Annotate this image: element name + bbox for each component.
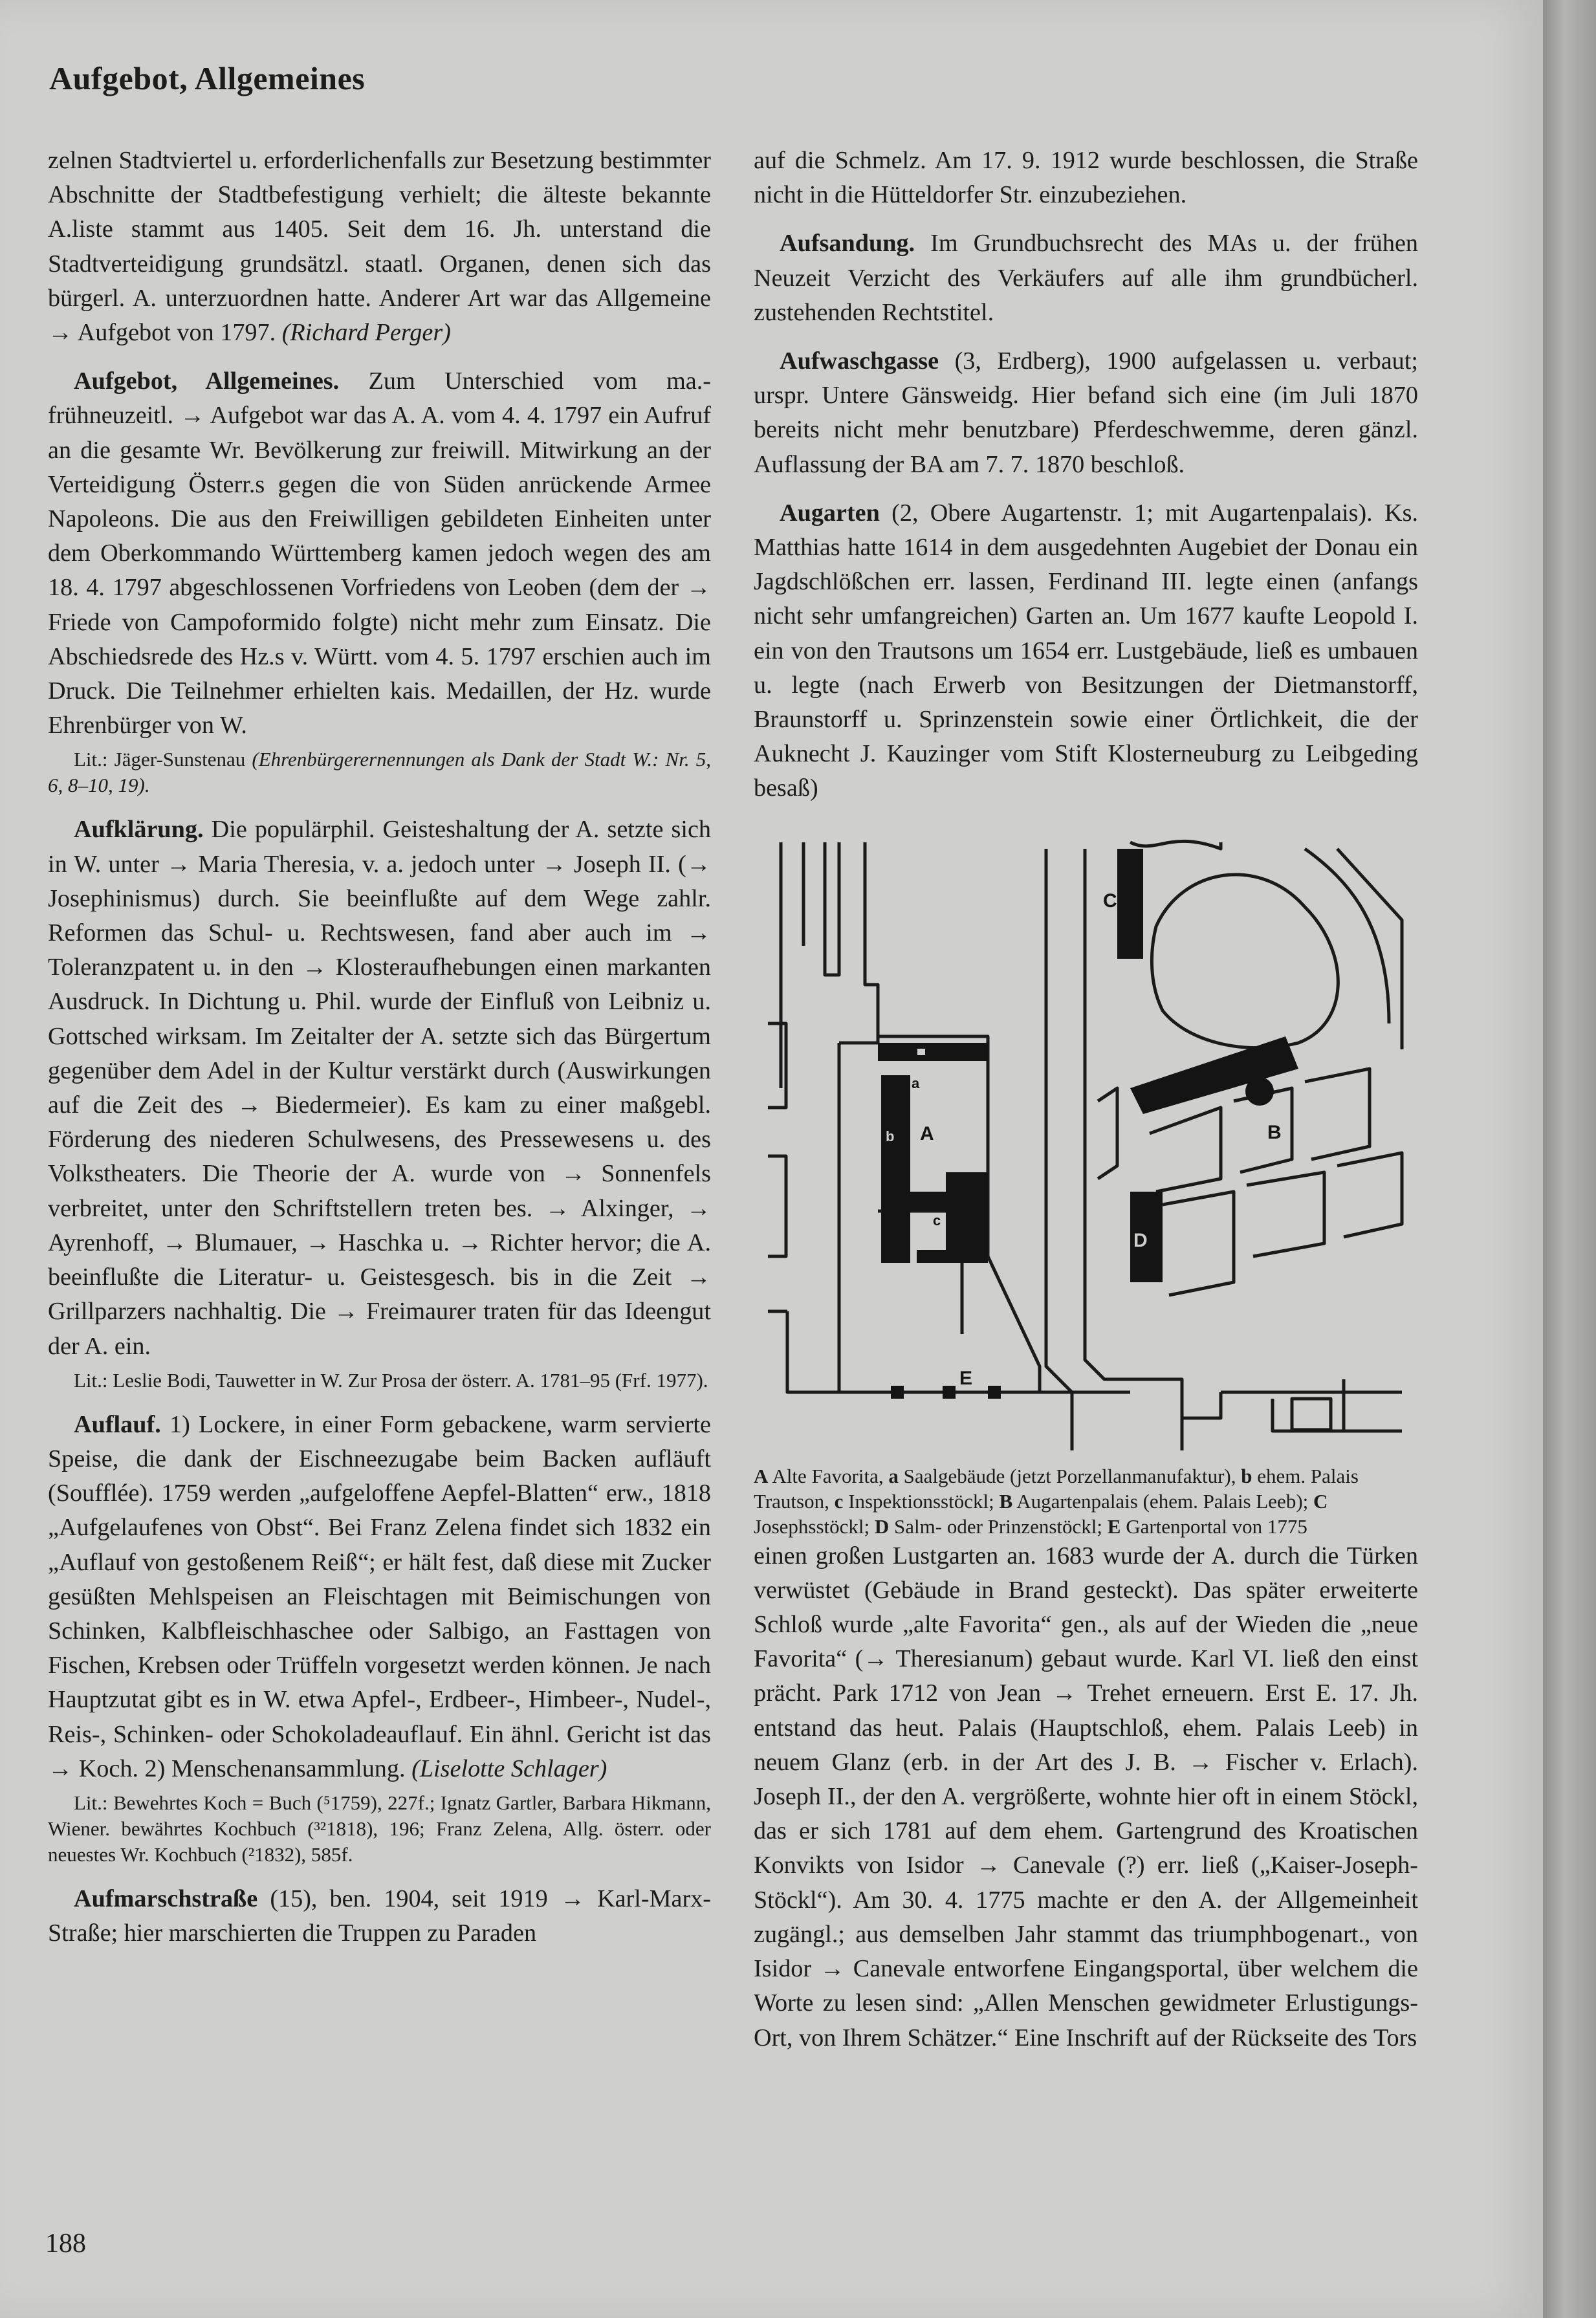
street-line (1182, 1392, 1221, 1450)
park-oval (1152, 875, 1338, 1048)
literature-note: Lit.: Leslie Bodi, Tauwetter in W. Zur Prosa der österr. A. 1781–95 (Frf. 1977). (74, 1368, 708, 1392)
gate-pillar (988, 1386, 1001, 1399)
headword: Aufsandung. (780, 230, 915, 257)
label-B: B (1267, 1121, 1282, 1143)
building-a-north-wing (878, 1043, 988, 1061)
entry-aufgebot-allgemeines: Aufgebot, Allgemeines. Zum Unterschied vom ma.-frühneuzeitl. → Aufgebot war das A. A. vom 4. 4. 1797 ein Aufruf an die gesamte Wr. Bevölkerung zur freiwill. Mitwirkung an der Verteidigung Österr.s gegen die von Süden anrückende Armee Napoleons. Die aus den Freiwilligen gebildeten Einheiten unter dem Oberkommando Württemberg kamen jedoch wegen des am 18. 4. 1797 abgeschlossenen Vorfriedens von Leoben (dem der → Friede von Campoformido folgte) nicht mehr zum Einsatz. Die Abschiedsrede des Hz.s v. Württ. vom 4. 5. 1797 erschien auch im Druck. Die Teilnehmer erhielten kais. Medaillen, der Hz. wurde Ehrenbürger von W. (48, 367, 712, 739)
continuation-paragraph: auf die Schmelz. Am 17. 9. 1912 wurde beschlossen, die Straße nicht in die Hütteldorfer Str. einzubeziehen. (754, 147, 1418, 209)
street-line (768, 1156, 786, 1256)
entry-aufwaschgasse: Aufwaschgasse (3, Erdberg), 1900 aufgelassen u. verbaut; urspr. Untere Gänsweidg. Hier befand sich eine (im Juli 1870 bereits nicht mehr benutzbare) Pferdeschwemme, deren gänzl. Auflassung der BA am 7. 7. 1870 beschloß. (754, 347, 1418, 478)
entry-augarten: Augarten (2, Obere Augartenstr. 1; mit Augartenpalais). Ks. Matthias hatte 1614 in dem ausgedehnten Augebiet der Donau ein Jagdschlößchen err. lassen, Ferdinand III. legte einen (anfangs nicht sehr umfangreichen) Garten an. Um 1677 kaufte Leopold I. ein von den Trautsons um 1654 err. Lustgebäude, ließ es umbauen u. legte (nach Erwerb von Besitzungen der Dietmanstorff, Braunstorff u. Sprinzenstein sowie einer Örtlichkeit, die der Auknecht J. Kauzinger vom Stift Klosterneuburg zu Leibgeding besaß) (754, 499, 1418, 802)
building-a-south (917, 1250, 968, 1263)
running-header: Aufgebot, Allgemeines (49, 60, 366, 96)
literature-note: Lit.: Jäger-Sunstenau (Ehrenbürgerernennungen als Dank der Stadt W.: Nr. 5, 6, 8–10, 19). (48, 748, 711, 797)
building-a-link (910, 1192, 949, 1211)
street-line (1046, 849, 1072, 1450)
continuation-paragraph: zelnen Stadtviertel u. erforderlichenfalls zur Besetzung bestimmter Abschnitte der Stadtbefestigung verhielt; die älteste bekannte A.liste stammt aus 1405. Seit dem 16. Jh. unterstand die Stadtverteidigung grundsätzl. staatl. Organen, denen sich das bürgerl. A. unterzuordnen hatte. Anderer Art war das Allgemeine → Aufgebot von 1797. (Richard Perger) (48, 147, 711, 347)
entry-auflauf: Auflauf. 1) Lockere, in einer Form gebackene, warm servierte Speise, die dank der Eischneezugabe beim Backen aufläuft (Soufflée). 1759 werden „aufgeloffene Aepfel-Blatten“ erw., 1818 „Aufgelaufenes von Obst“. Bei Franz Zelena findet sich 1832 ein „Auflauf von gestoßenem Reiß“; er hält fest, daß diese mit Zucker gesüßten Mehlspeisen an Fleischtagen mit Beimischungen von Schinken, Kalbfleischhaschee oder Salbigo, an Fasttagen von Fischen, Krebsen oder Trüffeln vorgesetzt werden können. Je nach Hauptzutat gibt es in W. etwa Apfel-, Erdbeer-, Himbeer-, Nudel-, Reis-, Schinken- oder Schokoladeauflauf. Ein ähnl. Gericht ist das → Koch. 2) Menschenansammlung. (Liselotte Schlager) (48, 1410, 711, 1782)
block-outline (1247, 1172, 1324, 1256)
building-c (1117, 849, 1143, 959)
augarten-site-plan (768, 829, 1416, 1450)
headword: Auflauf. (74, 1410, 161, 1438)
block-outline (1163, 1192, 1234, 1295)
gate-pillar (891, 1386, 904, 1399)
label-c: c (933, 1212, 941, 1229)
block-outline (1150, 1108, 1221, 1192)
site-plan-drawing (768, 829, 1416, 1450)
author: (Richard Perger) (281, 319, 451, 347)
entry-aufklaerung: Aufklärung. Die populärphil. Geisteshaltung der A. setzte sich in W. unter → Maria Theresia, v. a. jedoch unter → Joseph II. (→ Josephinismus) durch. Sie beeinflußte auf dem Wege zahlr. Reformen das Schul- u. Rechtswesen, fand aber auch im → Toleranzpatent u. in den → Klosteraufhebungen einen markanten Ausdruck. In Dichtung u. Phil. wurde der Einfluß von Leibniz u. Gottsched wirksam. Im Zeitalter der A. setzte sich das Bürgertum gegenüber dem Adel in der Kultur verstärkt durch (Auswirkungen auf die Zeit des → Biedermeier). Es kam zu einer maßgebl. Förderung des niederen Schulwesens, des Pressewesens u. des Volkstheaters. Die Theorie der A. wurde von → Sonnenfels verbreitet, unter den Schriftstellern treten bes. → Alxinger, → Ayrenhoff, → Blumauer, → Haschka u. → Richter hervor; die A. beeinflußte die Literatur- u. Geistesgesch. bis in die Zeit → Grillparzers nachhaltig. Die → Freimaurer traten für das Ideengut der A. ein. (48, 816, 711, 1360)
author: (Liselotte Schlager) (411, 1755, 607, 1782)
park-path (1130, 841, 1221, 849)
street-line (865, 842, 878, 1043)
headword: Aufmarschstraße (74, 1885, 258, 1912)
block-outline (1305, 1069, 1370, 1159)
headword: Aufklärung. (74, 816, 204, 844)
label-a: a (912, 1075, 920, 1091)
building-b (881, 1075, 910, 1263)
label-A: A (920, 1122, 934, 1144)
street-line (825, 842, 839, 975)
headword: Augarten (780, 499, 880, 527)
building-a-east (946, 1172, 988, 1263)
building-marker (917, 1048, 926, 1056)
enclosure-wall (787, 1043, 839, 1392)
palace-rotunda (1245, 1077, 1274, 1106)
gate-building (1292, 1399, 1331, 1430)
block-outline (1337, 1153, 1402, 1237)
entry-aufsandung: Aufsandung. Im Grundbuchsrecht des MAs u. der frühen Neuzeit Verzicht des Verkäufers auf alle ihm grundbücherl. zustehenden Rechtstitel. (754, 230, 1419, 326)
left-column (48, 144, 711, 1951)
page-number: 188 (45, 2229, 86, 2258)
label-C: C (1103, 890, 1117, 912)
block-outline (1098, 1088, 1117, 1179)
building-b-palace (1130, 1036, 1298, 1114)
street-line (768, 1023, 786, 1108)
headword: Aufwaschgasse (780, 347, 939, 375)
right-column (754, 144, 1418, 2055)
page-edge (1543, 0, 1596, 2318)
park-path (1337, 849, 1402, 1049)
headword: Aufgebot, Allgemeines. (74, 367, 340, 395)
augarten-continuation: einen großen Lustgarten an. 1683 wurde der A. durch die Türken verwüstet (Gebäude in Brand gesteckt). Das später erweiterte Schloß wurde „alte Favorita“ gen., als auf der Wieden die „neue Favorita“ (→ Theresianum) gebaut wurde. Karl VI. ließ den einst prächt. Park 1712 von Jean → Trehet erneuern. Erst E. 17. Jh. entstand das heut. Palais (Hauptschloß, ehem. Palais Leeb) in neuem Glanz (erb. in der Art des J. B. → Fischer v. Erlach). Joseph II., der den A. vergrößerte, wohnte hier oft in einem Stöckl, das er sich 1781 auf dem ehem. Gartengrund des Kroatischen Konvikts von Isidor → Canevale (?) err. ließ („Kaiser-Joseph-Stöckl“). Am 30. 4. 1775 machte er den A. der Allgemeinheit zugängl.; aus demselben Jahr stammt das triumphbogenart., von Isidor → Canevale entworfene Eingangsportal, über welchem die Worte zu lesen sind: „Allen Menschen gewidmeter Erlustigungs-Ort, von Ihrem Schätzer.“ Eine Inschrift auf der Rückseite des Tors (754, 1542, 1418, 2051)
label-b: b (886, 1128, 895, 1144)
entry-aufmarschstrasse: Aufmarschstraße (15), ben. 1904, seit 1919 → Karl-Marx-Straße; hier marschierten die Truppen zu Paraden (48, 1885, 712, 1947)
gate-pillar (943, 1386, 956, 1399)
label-E: E (959, 1367, 973, 1389)
map-caption: A Alte Favorita, a Saalgebäude (jetzt Porzellanmanufaktur), b ehem. Palais Trautson, c Inspektionsstöckl; B Augartenpalais (ehem. Palais Leeb); C Josephsstöckl; D Salm- oder Prinzenstöckl; E Gartenportal von 1775 (754, 1464, 1359, 1538)
park-path (1305, 849, 1389, 1023)
label-D: D (1133, 1229, 1148, 1251)
literature-note: Lit.: Bewehrtes Koch = Buch (⁵1759), 227f.; Ignatz Gartler, Barbara Hikmann, Wiener. bewährtes Kochbuch (³²1818), 196; Franz Zelena, Allg. österr. oder neuestes Wr. Kochbuch (²1832), 585f. (48, 1791, 711, 1866)
